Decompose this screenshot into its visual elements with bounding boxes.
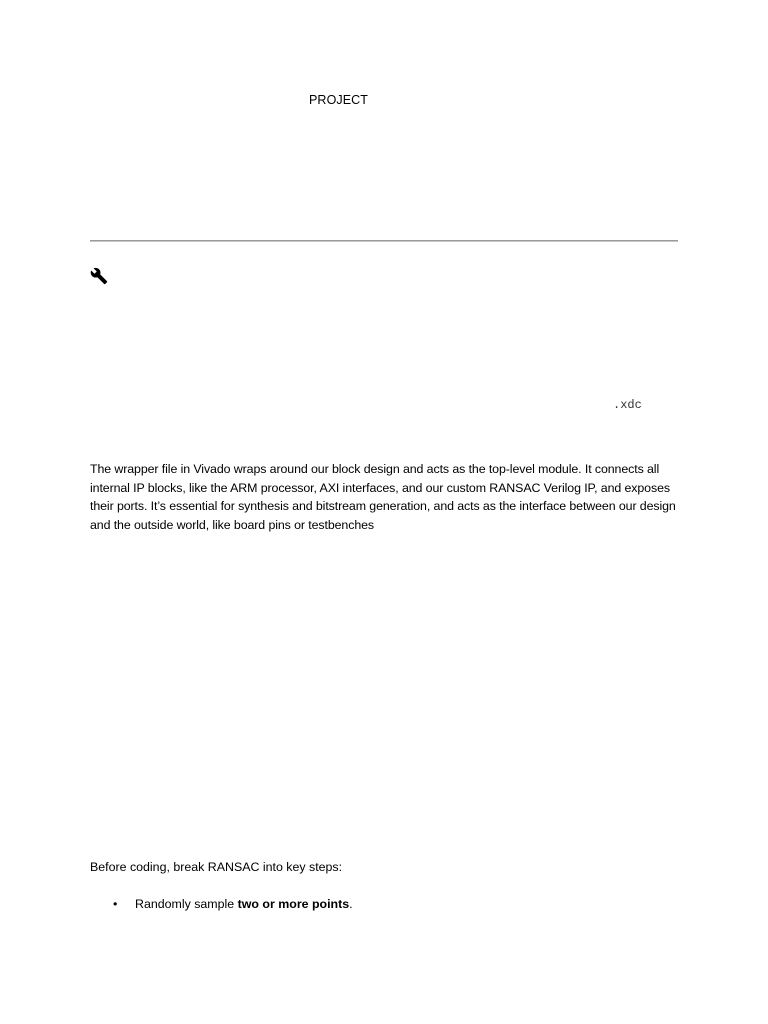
steps-intro-text: Before coding, break RANSAC into key steps: [90, 860, 343, 874]
xdc-file-extension: .xdc [613, 398, 642, 412]
wrench-icon [90, 267, 108, 285]
page-title: PROJECT [309, 93, 369, 107]
list-item-bold-text: two or more points [237, 897, 350, 911]
bullet-icon: • [113, 897, 118, 911]
horizontal-rule [90, 240, 678, 242]
list-item [90, 897, 353, 911]
list-item-prefix: Randomly sample [135, 897, 238, 911]
list-item-suffix: . [349, 897, 353, 911]
wrapper-description-paragraph: The wrapper file in Vivado wraps around our block design and acts as the top-level module. It connects all internal IP blocks, like the ARM processor, AXI interfaces, and our custom RANSAC Verilog IP, and exposes their ports. It’s essential for synthesis and bitstream generation, and acts as the interface between our design and the outside world, like board pins or testbenches [90, 462, 676, 532]
steps-list [90, 897, 353, 911]
